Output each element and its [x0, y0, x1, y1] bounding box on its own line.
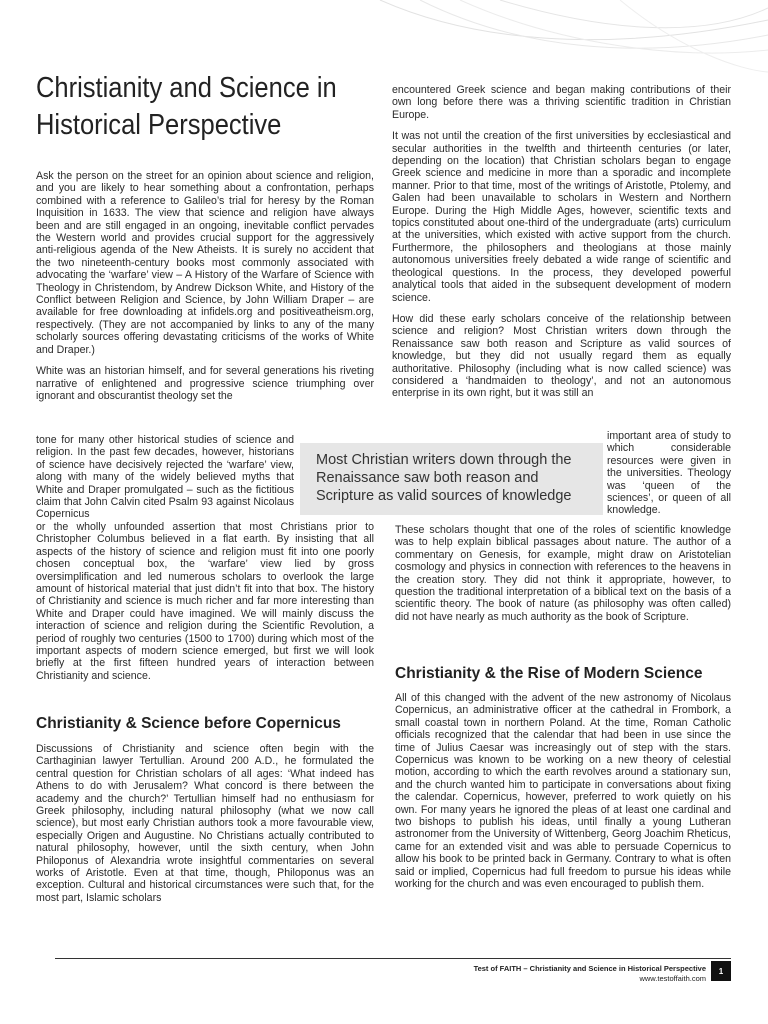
left-column-top: [36, 170, 374, 402]
title-line-1: Christianity and Science in: [36, 72, 337, 104]
heading-before-copernicus: Christianity & Science before Copernicus: [36, 715, 341, 732]
page-number: 1: [711, 961, 731, 981]
white-paragraph-start: White was an historian himself, and for several generations his riveting narrative of enlightened and progressive science triumphing over ignorant and obscurantist theology set the: [36, 365, 374, 402]
left-column-bottom: [36, 743, 374, 913]
left-column-mid: [36, 521, 374, 691]
right-column-top: [392, 84, 731, 400]
right-column-bottom: [395, 692, 731, 900]
universities-paragraph: It was not until the creation of the first universities by ecclesiastical and secular authorities in the twelfth and thirteenth centuries (or later, depending on the location) that Christian scholars began to engage Greek science and medicine in more than a sporadic and incomplete manner. Prior to that time, most of the writings of Aristotle, Ptolemy, and Galen had been unavailable to scholars in Western and Northern Europe. During the High Middle Ages, however, scientific texts and topics constituted about one-third of the undergraduate (arts) curriculum at the universities, which existed with active support from the church. Furthermore, the philosophers and theologians at those mainly autonomous universities freely debated a wide range of scientific and theological questions. In the process, they developed powerful analytical tools that aided in the subsequent development of modern science.: [392, 130, 731, 304]
right-column-mid: [395, 524, 731, 632]
right-side-text: important area of study to which considerable resources were given in the universities. Theology was ‘queen of the sciences’, or queen of all knowledge.: [607, 430, 731, 517]
how-did-paragraph: How did these early scholars conceive of the relationship between science and religion? Most Christian writers down through the Renaissance saw both reason and Scripture as valid sources of knowledge, but they did not usually regard them as equally authoritative. Philosophy (including what is now called science) was considered a ‘handmaiden to theology’, and not an autonomous enterprise in its own right, but it was still an: [392, 312, 731, 400]
footer-url[interactable]: www.testoffaith.com: [639, 974, 706, 983]
footer-divider: [55, 958, 731, 959]
footer: [390, 964, 706, 984]
white-paragraph-wrap: tone for many other historical studies of science and religion. In the past few decades, however, historians of science have decisively rejected the ‘warfare’ view, along with many of the widely believed myths that White and Draper promulgated – such as the fictitious claim that John Calvin cited Psalm 93 against Nicolaus Copernicus: [36, 434, 294, 521]
footer-series-title: Test of FAITH – Christianity and Science in Historical Perspective: [473, 964, 706, 973]
pull-quote: Most Christian writers down through the Renaissance saw both reason and Scripture as valid sources of knowledge: [300, 443, 603, 515]
intro-paragraph: Ask the person on the street for an opinion about science and religion, and you are likely to hear something about a confrontation, perhaps combined with a reference to Galileo’s trial for heresy by the Roman Inquisition in 1633. The view that science and religion have always been and are still engaged in an ongoing, inevitable conflict pervades the Western world and provides crucial support for the aggressively anti-religious agenda of the New Atheists. It is surely no accident that the two nineteenth-century books most commonly associated with advocating the ‘warfare’ view – A History of the Warfare of Science with Theology in Christendom, by Andrew Dickson White, and History of the Conflict between Religion and Science, by John William Draper – are available for free downloading at infidels.org and positiveatheism.org, respectively. (They are not accompanied by links to any of the many scholarly sources offering devastating criticisms of the works of White and Draper.): [36, 170, 374, 356]
rise-paragraph: All of this changed with the advent of the new astronomy of Nicolaus Copernicus, an administrative officer at the cathedral in Frombork, a small coastal town in northern Poland. At the time, Roman Catholic officials recognized that the calendar that had been in use since the time of Julius Caesar was increasingly out of step with the stars. Copernicus was known to be working on a new theory of celestial motion, according to which the earth revolves around a stationary sun, and the church wanted him to participate in conversations about fixing the calendar. Copernicus, however, preferred to work quietly on his own. For many years he ignored the pleas of at least one cardinal and two bishops to publish his ideas, until finally a young Lutheran astronomer from the University of Wittenberg, Georg Joachim Rheticus, came for an extended visit and was able to persuade Copernicus to allow his book to be printed back in Germany. Contrary to what is often said or implied, Copernicus had full freedom to pursue his ideas while working for the church and was even encouraged to publish them.: [395, 692, 731, 891]
page-title: [36, 70, 335, 144]
continue-paragraph: encountered Greek science and began making contributions of their own long before there was a thriving scientific tradition in Christian Europe.: [392, 84, 731, 121]
before-copernicus-paragraph: Discussions of Christianity and science often begin with the Carthaginian lawyer Tertullian. Around 200 A.D., he formulated the central question for Christian scholars of all ages: ‘What indeed has Athens to do with Jerusalem? What concord is there between the academy and the church?’ Tertullian himself had no enthusiasm for Greek philosophy, including natural philosophy (what we now call science), but most early Christian authors took a more favourable view, especially Origen and Augustine. No Christians actually contributed to natural philosophy, however, until the sixth century, when John Philoponus of Alexandria wrote insightful commentaries on several works of Aristotle. Even at that time, though, Philoponus was an exception. Cultural and historical circumstances were such that, for the most part, Islamic scholars: [36, 743, 374, 904]
scholars-paragraph: These scholars thought that one of the roles of scientific knowledge was to help explain biblical passages about nature. The author of a commentary on Genesis, for example, might draw on Aristotelian cosmology and physics in connection with references to the heavens in the creation story. They did not think it appropriate, however, to question the traditional interpretation of a biblical text on the basis of a scientific theory. The book of nature (as philosophy was often called) did not have nearly as much authority as the book of Scripture.: [395, 524, 731, 623]
heading-rise-modern-science: Christianity & the Rise of Modern Science: [395, 665, 703, 682]
title-line-2: Historical Perspective: [36, 109, 282, 141]
white-paragraph-end: or the wholly unfounded assertion that most Christians prior to Christopher Columbus believed in a flat earth. By insisting that all aspects of the history of science and religion must fit into one poorly chosen conceptual box, the ‘warfare’ view lied by gross oversimplification and led numerous scholars to overlook the large amount of historical material that just didn’t fit into that box. The history of Christianity and science is much richer and far more interesting than White and Draper could have imagined. We will mainly discuss the interaction of science and religion during the Scientific Revolution, a period of roughly two centuries (1500 to 1700) during which most of the important aspects of modern science emerged, but first we will look briefly at the first fifteen hundred years of interaction between Christianity and science.: [36, 521, 374, 682]
